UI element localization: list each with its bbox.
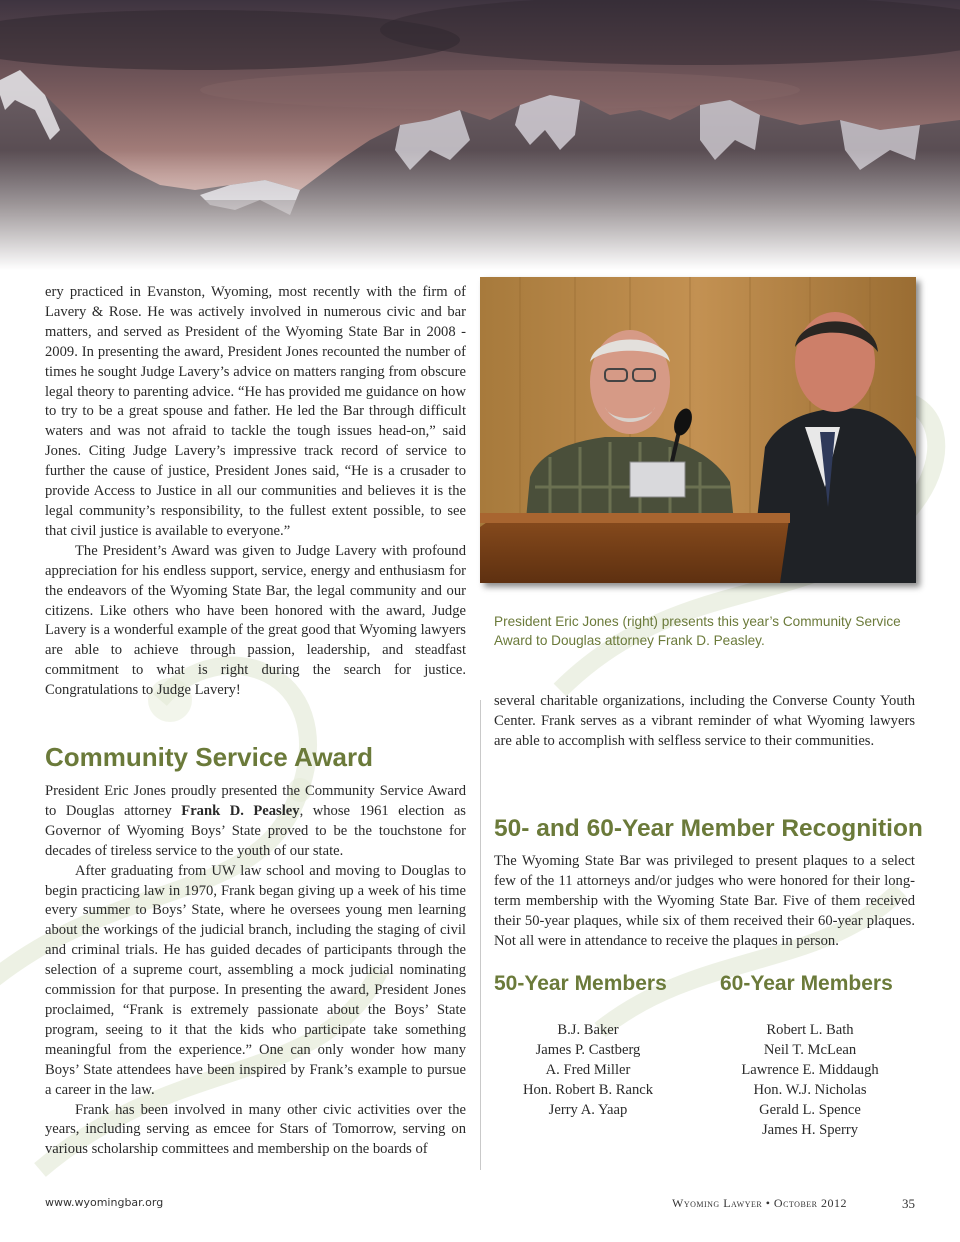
page-number: 35 bbox=[902, 1196, 915, 1211]
member-name: Hon. Robert B. Ranck bbox=[522, 1082, 654, 1098]
community-paragraph-1 bbox=[45, 782, 466, 862]
header-mountain-photo bbox=[0, 0, 960, 270]
sixty-year-heading: 60-Year Members bbox=[720, 972, 893, 995]
member-name: James P. Castberg bbox=[535, 1042, 641, 1058]
photo-caption: President Eric Jones (right) presents this year’s Community Service Award to Douglas attorney Frank D. Peasley. bbox=[494, 614, 901, 648]
fifty-year-heading: 50-Year Members bbox=[494, 972, 667, 995]
footer-publication: Wyoming Lawyer • October 2012 bbox=[672, 1196, 848, 1210]
community-continued-text bbox=[494, 692, 915, 752]
member-recognition-text bbox=[494, 852, 915, 952]
member-name: Gerald L. Spence bbox=[759, 1102, 861, 1118]
community-paragraph-2: After graduating from UW law school and moving to Douglas to begin practicing law in 1970, Frank began giving up a week of his time every summer to Boys’ State, where he oversees young men learning about the workings of the judicial branch, including the staging of civil and criminal trials. He has guided decades of participants through the selection of a supreme court, assembling a mock judicial nominating commission for that purpose. In presenting the award, President Jones proclaimed, “Frank is extremely passionate about the Boys’ State program, seeing to it that the kids who participate take something meaningful from the experience.” One can only wonder how many Boys’ State attendees have been inspired by Frank’s example to pursue a career in the law. bbox=[45, 862, 466, 1098]
member-name: B.J. Baker bbox=[557, 1022, 619, 1038]
member-name: Hon. W.J. Nicholas bbox=[753, 1082, 867, 1098]
left-column-text bbox=[45, 283, 466, 701]
lavery-paragraph-1: ery practiced in Evanston, Wyoming, most recently with the firm of Lavery & Rose. He was actively involved in numerous civic and bar matters, and served as President of the Wyoming State Bar in 2008 - 2009. In presenting the award, President Jones recounted the number of times he sought Judge Lavery’s advice on matters ranging from obscure legal theory to parenting advice. “He has provided me guidance on how to try to be a great spouse and father. He led the Bar through difficult waters and was not afraid to tackle the tough issues head-on,” said Jones. Citing Judge Lavery’s impressive track record of service to further the cause of justice, President Jones said, “He is a crusader to provide Access to Justice in all our communities and believes it is the legal community’s responsibility, to the fullest extent possible, to see that civil justice is available to everyone.” bbox=[45, 284, 466, 539]
community-service-text bbox=[45, 782, 466, 1160]
award-presentation-photo bbox=[480, 277, 916, 583]
member-name: Robert L. Bath bbox=[766, 1022, 854, 1038]
member-name: Neil T. McLean bbox=[763, 1042, 857, 1058]
member-name: A. Fred Miller bbox=[545, 1062, 631, 1078]
member-name: Lawrence E. Middaugh bbox=[741, 1062, 879, 1078]
recognition-paragraph: The Wyoming State Bar was privileged to present plaques to a select few of the 11 attorneys and/or judges who were honored for their long-term membership with the Wyoming State Bar. Five of them received their 50-year plaques, while six of them received their 60-year plaques. Not all were in attendance to receive the plaques in person. bbox=[494, 853, 915, 949]
member-name: Jerry A. Yaap bbox=[548, 1102, 628, 1118]
fifty-year-member-list bbox=[494, 1020, 682, 1120]
footer-website: www.wyomingbar.org bbox=[45, 1196, 164, 1209]
honoree-name: Frank D. Peasley bbox=[181, 802, 300, 819]
community-p1-after: , whose 1961 election as Governor of Wyoming Boys’ State proved to be the touchstone for decades of tireless service to the youth of our state. bbox=[45, 802, 466, 859]
community-paragraph-3: Frank has been involved in many other civic activities over the years, including serving as emcee for Stars of Tomorrow, serving on various scholarship committees and membership on the boards of bbox=[45, 1101, 466, 1158]
column-divider bbox=[480, 700, 481, 1170]
community-paragraph-continued: several charitable organizations, including the Converse County Youth Center. Frank serves as a vibrant reminder of what Wyoming lawyers are able to accomplish with selfless service to their communities. bbox=[494, 693, 915, 749]
community-service-heading: Community Service Award bbox=[45, 742, 373, 772]
sixty-year-member-list bbox=[716, 1020, 904, 1140]
member-name: James H. Sperry bbox=[761, 1122, 859, 1138]
community-p1-before: President Eric Jones proudly presented the Community Service Award to Douglas attorney bbox=[45, 783, 466, 819]
lavery-paragraph-2: The President’s Award was given to Judge Lavery with profound appreciation for his endless support, service, energy and enthusiasm for the endeavors of the Wyoming State Bar, the legal community and our citizens. Like others who have been honored with the award, Judge Lavery is a wonderful example of the great good that Wyoming lawyers are able to achieve through passion, leadership, and steadfast commitment to what is right during the search for justice. Congratulations to Judge Lavery! bbox=[45, 542, 466, 699]
member-recognition-heading: 50- and 60-Year Member Recognition bbox=[494, 815, 923, 842]
